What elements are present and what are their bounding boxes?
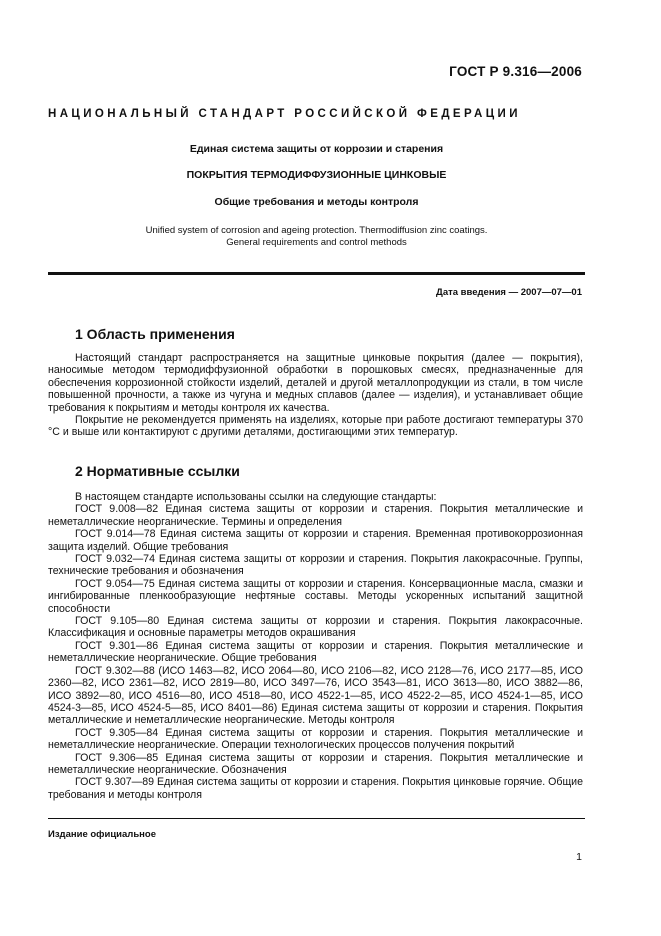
main-title: ПОКРЫТИЯ ТЕРМОДИФФУЗИОННЫЕ ЦИНКОВЫЕ [186,169,447,181]
section-1-body [48,352,583,439]
reference-item: ГОСТ 9.014—78 Единая система защиты от коррозии и старения. Временная противокоррозионная защита изделий. Общие требования [48,528,583,553]
section-1-paragraph: Настоящий стандарт распространяется на защитные цинковые покрытия (далее — покрытия), наносимые методом термодиффузионной обработки в порошковых смесях, предназначенные для обеспечения коррозионной стойкости изделий, деталей и другой металлопродукции из стали, в том числе повышенной прочности, а также из чугуна и медных сплавов (далее — изделия), и устанавливает общие требования к покрытиям и методы контроля их качества. [48,352,583,414]
system-title: Единая система защиты от коррозии и старения [189,143,444,155]
title-divider [48,272,585,275]
english-title-line2: General requirements and control methods [226,237,407,248]
footer-divider [48,818,585,819]
reference-item: ГОСТ 9.302—88 (ИСО 1463—82, ИСО 2064—80, ИСО 2106—82, ИСО 2128—76, ИСО 2177—85, ИСО 2360—82, ИСО 2361—82, ИСО 2819—80, ИСО 3497—76, ИСО 3543—81, ИСО 3613—80, ИСО 3882—86, ИСО 3892—80, ИСО 4516—80, ИСО 4518—80, ИСО 4522-1—85, ИСО 4522-2—85, ИСО 4524-1—85, ИСО 4524-3—85, ИСО 4524-5—85, ИСО 8401—86) Единая система защиты от коррозии и старения. Покрытия металлические и неметаллические неорганические. Методы контроля [48,664,583,727]
official-edition-label: Издание официальное [48,829,156,840]
reference-item: ГОСТ 9.305—84 Единая система защиты от коррозии и старения. Покрытия металлические и неметаллические неорганические. Операции технологических процессов получения покрытий [48,726,583,752]
english-title-line1: Unified system of corrosion and ageing protection. Thermodiffusion zinc coatings. [145,225,488,236]
document-number: ГОСТ Р 9.316—2006 [449,64,582,79]
page-number: 1 [576,851,582,863]
section-1-paragraph: Покрытие не рекомендуется применять на изделиях, которые при работе достигают температуры 370 °С и выше или контактируют с другими деталями, достигающими этих температур. [48,414,583,439]
reference-item: ГОСТ 9.008—82 Единая система защиты от коррозии и старения. Покрытия металлические и неметаллические неорганические. Термины и определения [48,503,583,528]
references-list [48,491,583,801]
effective-date: Дата введения — 2007—07—01 [436,287,582,298]
references-intro: В настоящем стандарте использованы ссылки на следующие стандарты: [75,491,437,503]
reference-item: ГОСТ 9.306—85 Единая система защиты от коррозии и старения. Покрытия металлические и неметаллические неорганические. Обозначения [48,751,583,776]
national-standard-banner: НАЦИОНАЛЬНЫЙ СТАНДАРТ РОССИЙСКОЙ ФЕДЕРАЦИИ [48,108,521,120]
subtitle: Общие требования и методы контроля [214,196,419,208]
section-2-heading: 2 Нормативные ссылки [75,463,240,479]
reference-item: ГОСТ 9.307—89 Единая система защиты от коррозии и старения. Покрытия цинковые горячие. Общие требования и методы контроля [48,776,583,801]
reference-item: ГОСТ 9.301—86 Единая система защиты от коррозии и старения. Покрытия металлические и неметаллические неорганические. Общие требования [48,639,583,665]
section-1-heading: 1 Область применения [75,326,235,342]
reference-item: ГОСТ 9.105—80 Единая система защиты от коррозии и старения. Покрытия лакокрасочные. Классификация и основные параметры методов окрашивания [48,615,583,640]
reference-item: ГОСТ 9.054—75 Единая система защиты от коррозии и старения. Консервационные масла, смазки и ингибированные пленкообразующие нефтяные составы. Методы ускоренных испытаний защитной способности [48,577,583,615]
reference-item: ГОСТ 9.032—74 Единая система защиты от коррозии и старения. Покрытия лакокрасочные. Группы, технические требования и обозначения [48,553,583,578]
